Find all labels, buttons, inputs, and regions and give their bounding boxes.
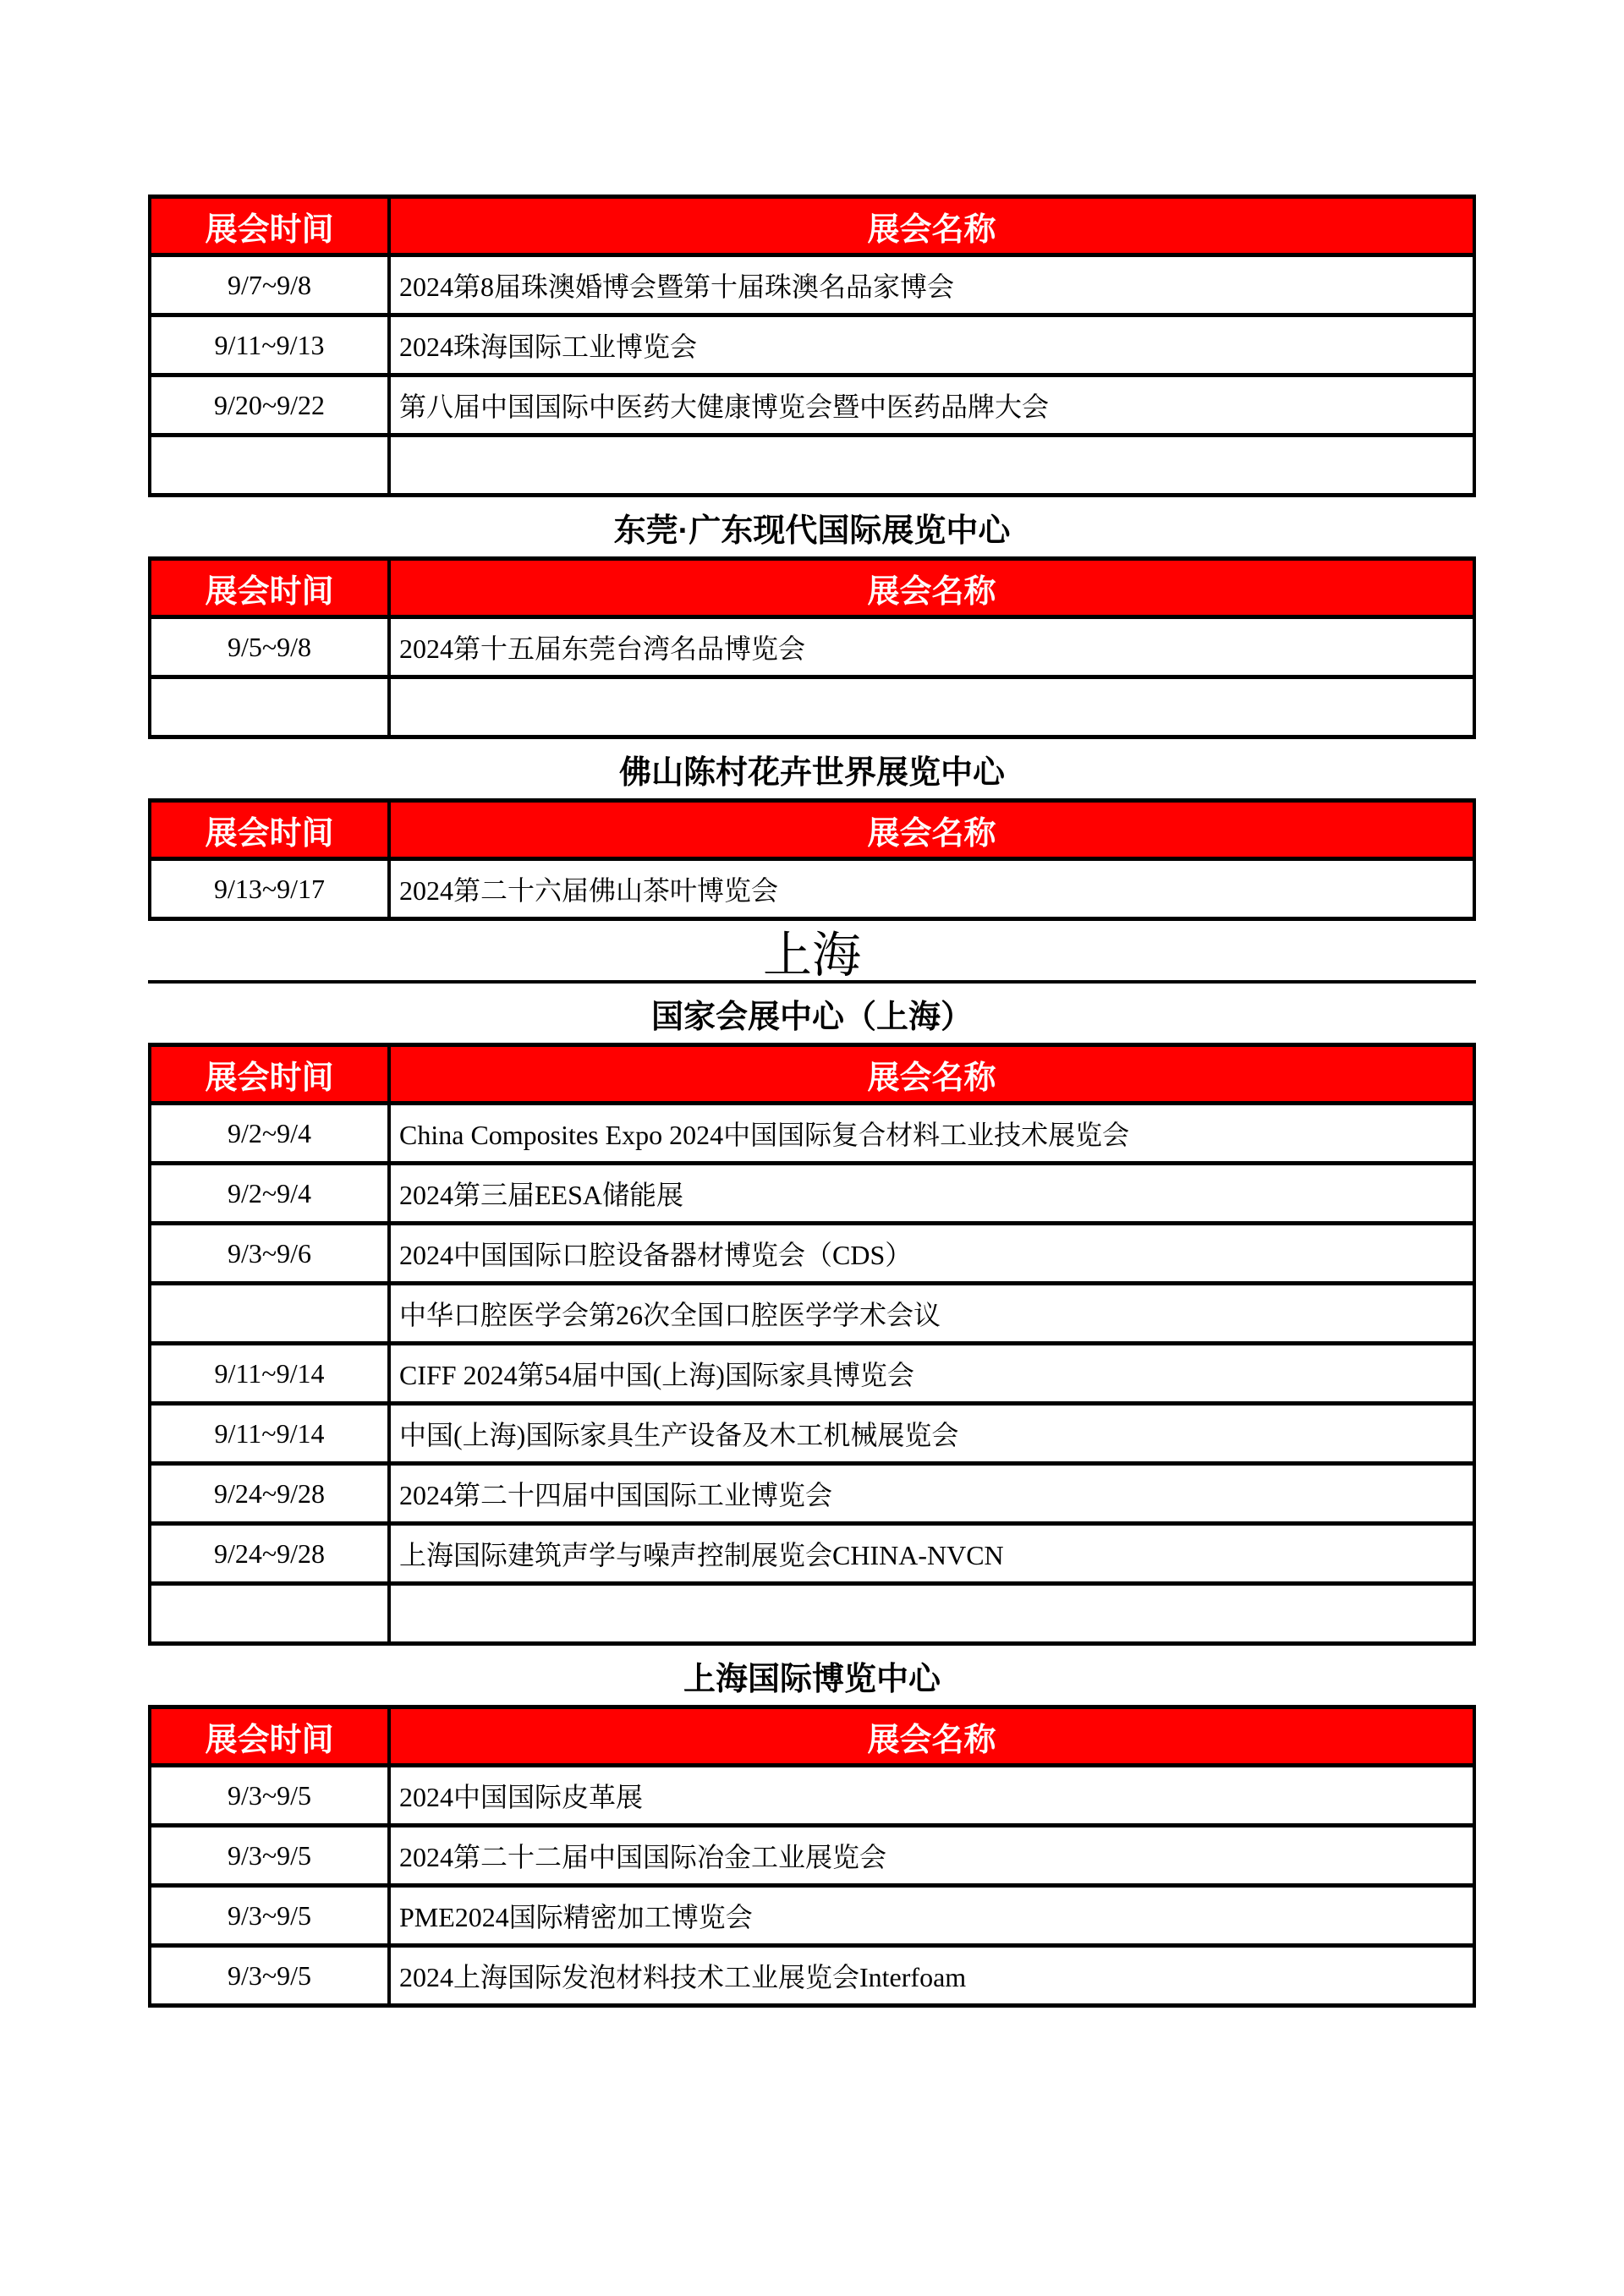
column-header-time: 展会时间	[150, 801, 389, 859]
column-header-time: 展会时间	[150, 1045, 389, 1104]
schedule-document	[148, 195, 1476, 2008]
table-row	[150, 1104, 1474, 1164]
exhibition-name-cell: China Composites Expo 2024中国国际复合材料工业技术展览会	[389, 1104, 1474, 1164]
exhibition-table-5	[148, 1705, 1476, 2008]
table-row	[150, 617, 1474, 677]
exhibition-name-cell: 2024第三届EESA储能展	[389, 1164, 1474, 1224]
exhibition-name-cell: 第八届中国国际中医药大健康博览会暨中医药品牌大会	[389, 375, 1474, 436]
column-header-time: 展会时间	[150, 559, 389, 617]
exhibition-date-cell: 9/5~9/8	[150, 617, 389, 677]
exhibition-table-2	[148, 556, 1476, 739]
exhibition-name-cell: 中华口腔医学会第26次全国口腔医学学术会议	[389, 1284, 1474, 1344]
exhibition-name-cell: 中国(上海)国际家具生产设备及木工机械展览会	[389, 1404, 1474, 1464]
table-row	[150, 859, 1474, 919]
table-header-row	[150, 801, 1474, 859]
table-row-empty	[150, 677, 1474, 737]
column-header-name: 展会名称	[389, 801, 1474, 859]
exhibition-name-cell: 2024中国国际口腔设备器材博览会（CDS）	[389, 1224, 1474, 1284]
exhibition-date-cell: 9/11~9/13	[150, 315, 389, 375]
exhibition-date-cell: 9/2~9/4	[150, 1164, 389, 1224]
exhibition-date-cell: 9/3~9/5	[150, 1826, 389, 1886]
exhibition-name-cell: CIFF 2024第54届中国(上海)国际家具博览会	[389, 1344, 1474, 1404]
table-row	[150, 1164, 1474, 1224]
table-row	[150, 1344, 1474, 1404]
exhibition-name-cell: 2024第8届珠澳婚博会暨第十届珠澳名品家博会	[389, 255, 1474, 315]
exhibition-date-cell	[150, 1284, 389, 1344]
table-header-row	[150, 197, 1474, 255]
exhibition-date-cell: 9/3~9/6	[150, 1224, 389, 1284]
table-header-row	[150, 559, 1474, 617]
exhibition-table-3	[148, 798, 1476, 921]
exhibition-date-cell: 9/3~9/5	[150, 1946, 389, 2006]
column-header-name: 展会名称	[389, 197, 1474, 255]
exhibition-date-cell	[150, 436, 389, 496]
exhibition-name-cell	[389, 436, 1474, 496]
table-row	[150, 1284, 1474, 1344]
exhibition-name-cell: 2024中国国际皮革展	[389, 1766, 1474, 1826]
table-row	[150, 1524, 1474, 1584]
venue-title-shanghai-intex: 上海国际博览中心	[683, 1661, 941, 1697]
table-row	[150, 1886, 1474, 1946]
column-header-time: 展会时间	[150, 1707, 389, 1766]
table-row	[150, 1404, 1474, 1464]
exhibition-name-cell: 2024第二十二届中国国际冶金工业展览会	[389, 1826, 1474, 1886]
table-row	[150, 1464, 1474, 1524]
exhibition-name-cell	[389, 677, 1474, 737]
exhibition-date-cell: 9/11~9/14	[150, 1344, 389, 1404]
column-header-name: 展会名称	[389, 559, 1474, 617]
exhibition-name-cell: 2024第二十六届佛山茶叶博览会	[389, 859, 1474, 919]
exhibition-name-cell: PME2024国际精密加工博览会	[389, 1886, 1474, 1946]
exhibition-name-cell: 2024第十五届东莞台湾名品博览会	[389, 617, 1474, 677]
exhibition-name-cell: 2024珠海国际工业博览会	[389, 315, 1474, 375]
city-title-shanghai: 上海	[148, 921, 1476, 984]
exhibition-date-cell: 9/3~9/5	[150, 1886, 389, 1946]
exhibition-date-cell	[150, 677, 389, 737]
exhibition-date-cell: 9/24~9/28	[150, 1524, 389, 1584]
table-row	[150, 1946, 1474, 2006]
table-row	[150, 1224, 1474, 1284]
column-header-time: 展会时间	[150, 197, 389, 255]
table-row	[150, 315, 1474, 375]
exhibition-name-cell: 2024第二十四届中国国际工业博览会	[389, 1464, 1474, 1524]
table-row-empty	[150, 436, 1474, 496]
exhibition-date-cell: 9/20~9/22	[150, 375, 389, 436]
table-header-row	[150, 1045, 1474, 1104]
exhibition-date-cell: 9/24~9/28	[150, 1464, 389, 1524]
exhibition-name-cell	[389, 1584, 1474, 1644]
table-row	[150, 1766, 1474, 1826]
venue-title-dongguan: 东莞·广东现代国际展览中心	[613, 512, 1011, 549]
venue-title-niecc-shanghai: 国家会展中心（上海）	[650, 999, 973, 1035]
table-row	[150, 375, 1474, 436]
exhibition-name-cell: 2024上海国际发泡材料技术工业展览会Interfoam	[389, 1946, 1474, 2006]
exhibition-date-cell: 9/3~9/5	[150, 1766, 389, 1826]
exhibition-date-cell: 9/2~9/4	[150, 1104, 389, 1164]
exhibition-table-4	[148, 1043, 1476, 1646]
table-row	[150, 1826, 1474, 1886]
column-header-name: 展会名称	[389, 1707, 1474, 1766]
column-header-name: 展会名称	[389, 1045, 1474, 1104]
table-row-empty	[150, 1584, 1474, 1644]
exhibition-date-cell: 9/13~9/17	[150, 859, 389, 919]
exhibition-name-cell: 上海国际建筑声学与噪声控制展览会CHINA-NVCN	[389, 1524, 1474, 1584]
exhibition-date-cell: 9/11~9/14	[150, 1404, 389, 1464]
table-row	[150, 255, 1474, 315]
table-header-row	[150, 1707, 1474, 1766]
exhibition-date-cell: 9/7~9/8	[150, 255, 389, 315]
exhibition-date-cell	[150, 1584, 389, 1644]
exhibition-table-1	[148, 195, 1476, 497]
venue-title-foshan: 佛山陈村花卉世界展览中心	[618, 754, 1005, 791]
